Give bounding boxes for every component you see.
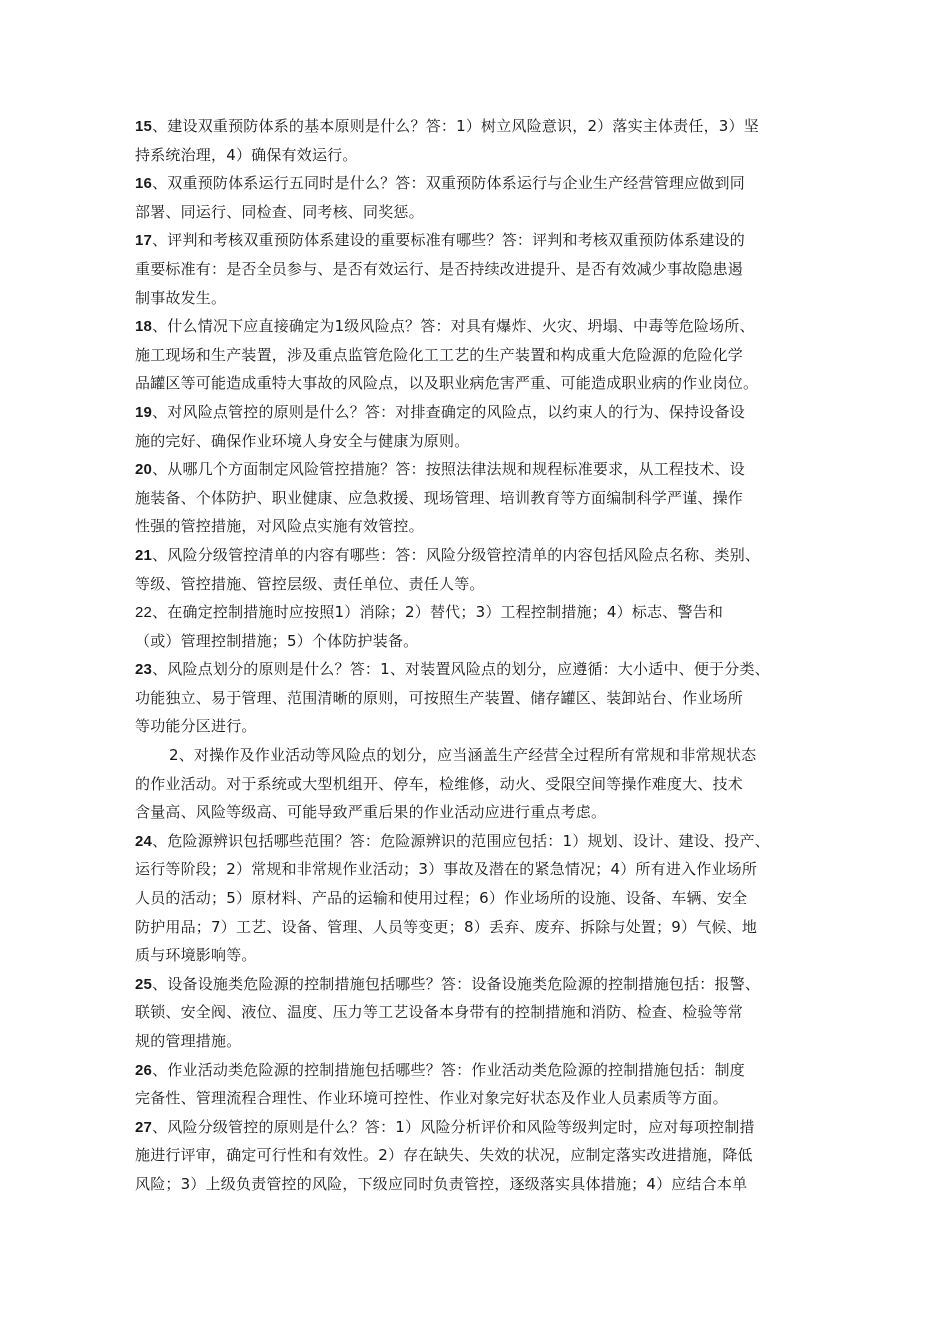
question-number: 17	[135, 232, 153, 250]
question-line	[135, 1027, 835, 1056]
question-line	[135, 684, 835, 713]
question-text: 的作业活动。对于系统或大型机组开、停车，检维修，动火、受限空间等操作难度大、技术	[135, 774, 744, 793]
question-text: 施工现场和生产装置，涉及重点监管危险化工工艺的生产装置和构成重大危险源的危险化学	[135, 345, 744, 364]
question-line	[135, 369, 835, 398]
question-line	[135, 1170, 835, 1199]
question-number: 27	[135, 1118, 153, 1136]
question-line	[135, 741, 835, 770]
question-text: 2、对操作及作业活动等风险点的划分，应当涵盖生产经营全过程所有常规和非常规状态	[169, 746, 757, 765]
question-text: 防护用品；7）工艺、设备、管理、人员等变更；8）丢弃、废弃、拆除与处置；9）气候、地	[135, 917, 758, 936]
question-line	[135, 284, 835, 313]
question-text: 、风险分级管控清单的内容有哪些：答：风险分级管控清单的内容包括风险点名称、类别、	[152, 545, 761, 564]
question-text: 、从哪几个方面制定风险管控措施？答：按照法律法规和规程标准要求，从工程技术、设	[152, 460, 745, 479]
question-line	[135, 169, 835, 198]
question-line	[135, 226, 835, 255]
question-text: 完备性、管理流程合理性、作业环境可控性、作业对象完好状态及作业人员素质等方面。	[135, 1089, 728, 1108]
question-text: 质与环境影响等。	[135, 946, 257, 965]
question-text: 联锁、安全阀、液位、温度、压力等工艺设备本身带有的控制措施和消防、检查、检验等常	[135, 1003, 744, 1022]
question-text: 性强的管控措施，对风险点实施有效管控。	[135, 517, 424, 536]
question-text: 功能独立、易于管理、范围清晰的原则，可按照生产装置、储存罐区、装卸站台、作业场所	[135, 688, 744, 707]
question-text: 、危险源辨识包括哪些范围？答：危险源辨识的范围应包括：1）规划、设计、建设、投产、	[152, 831, 770, 850]
question-text: （或）管理控制措施；5）个体防护装备。	[135, 631, 419, 650]
question-number: 20	[135, 461, 153, 479]
question-text: 规的管理措施。	[135, 1032, 242, 1050]
question-number: 25	[135, 975, 153, 993]
question-line	[135, 1084, 835, 1113]
question-text: 、作业活动类危险源的控制措施包括哪些？答：作业活动类危险源的控制措施包括：制度	[152, 1060, 745, 1079]
question-number: 26	[135, 1061, 153, 1079]
question-line	[135, 941, 835, 970]
question-line	[135, 341, 835, 370]
question-line	[135, 312, 835, 341]
document-body	[135, 112, 835, 1199]
question-text: 等级、管控措施、管控层级、责任单位、责任人等。	[135, 574, 485, 593]
question-text: 、对风险点管控的原则是什么？答：对排查确定的风险点，以约束人的行为、保持设备设	[152, 402, 745, 421]
question-text: 部署、同运行、同检查、同考核、同奖惩。	[135, 202, 424, 221]
question-line	[135, 627, 835, 656]
question-text: 施进行评审，确定可行性和有效性。2）存在缺失、失效的状况，应制定落实改进措施，降低	[135, 1146, 753, 1165]
question-line	[135, 970, 835, 999]
question-line	[135, 455, 835, 484]
question-text: 等功能分区进行。	[135, 717, 257, 736]
question-text: 施装备、个体防护、职业健康、应急救援、现场管理、培训教育等方面编制科学严谨、操作	[135, 488, 744, 507]
question-text: 、建设双重预防体系的基本原则是什么？答：1）树立风险意识，2）落实主体责任，3）坚	[152, 117, 759, 135]
question-text: 、双重预防体系运行五同时是什么？答：双重预防体系运行与企业生产经营管理应做到同	[152, 174, 745, 193]
question-line	[135, 484, 835, 513]
question-line	[135, 998, 835, 1027]
question-line	[135, 255, 835, 284]
question-line	[135, 827, 835, 856]
question-line	[135, 598, 835, 627]
question-text: 品罐区等可能造成重特大事故的风险点，以及职业病危害严重、可能造成职业病的作业岗位。	[135, 374, 759, 393]
question-line	[135, 712, 835, 741]
question-line	[135, 570, 835, 599]
question-text: 、在确定控制措施时应按照1）消除；2）替代；3）工程控制措施；4）标志、警告和	[152, 603, 724, 622]
question-line	[135, 770, 835, 799]
question-line	[135, 913, 835, 942]
question-text: 制事故发生。	[135, 288, 227, 307]
question-line	[135, 112, 835, 141]
question-text: 施的完好、确保作业环境人身安全与健康为原则。	[135, 431, 470, 450]
question-number: 24	[135, 832, 153, 850]
question-line	[135, 798, 835, 827]
question-line	[135, 855, 835, 884]
question-line	[135, 398, 835, 427]
question-line	[135, 512, 835, 541]
question-number: 19	[135, 403, 153, 421]
question-text: 、什么情况下应直接确定为1级风险点？答：对具有爆炸、火灾、坍塌、中毒等危险场所、	[152, 317, 755, 336]
question-text: 人员的活动；5）原材料、产品的运输和使用过程；6）作业场所的设施、设备、车辆、安全	[135, 889, 748, 908]
question-text: 重要标准有：是否全员参与、是否有效运行、是否持续改进提升、是否有效减少事故隐患遏	[135, 259, 744, 278]
question-text: 、风险点划分的原则是什么？答：1、对装置风险点的划分，应遵循：大小适中、便于分类、	[152, 660, 770, 679]
question-number: 23	[135, 661, 153, 679]
question-line	[135, 427, 835, 456]
question-line	[135, 1141, 835, 1170]
question-text: 含量高、风险等级高、可能导致严重后果的作业活动应进行重点考虑。	[135, 803, 607, 822]
question-text: 持系统治理，4）确保有效运行。	[135, 145, 358, 164]
question-number: 16	[135, 175, 153, 193]
question-text: 运行等阶段；2）常规和非常规作业活动；3）事故及潜在的紧急情况；4）所有进入作业场所	[135, 860, 758, 879]
question-number: 21	[135, 546, 153, 564]
question-line	[135, 1113, 835, 1142]
question-text: 风险；3）上级负责管控的风险，下级应同时负责管控，逐级落实具体措施；4）应结合本单	[135, 1174, 748, 1193]
question-number: 18	[135, 318, 153, 336]
question-line	[135, 198, 835, 227]
question-text: 、设备设施类危险源的控制措施包括哪些？答：设备设施类危险源的控制措施包括：报警、	[152, 974, 761, 993]
question-text: 、风险分级管控的原则是什么？答：1）风险分析评价和风险等级判定时，应对每项控制措	[152, 1117, 755, 1136]
question-line	[135, 884, 835, 913]
question-line	[135, 141, 835, 170]
question-line	[135, 541, 835, 570]
question-number: 15	[135, 118, 153, 135]
question-line	[135, 1056, 835, 1085]
question-line	[135, 655, 835, 684]
question-text: 、评判和考核双重预防体系建设的重要标准有哪些？答：评判和考核双重预防体系建设的	[152, 231, 745, 250]
question-number: 22	[135, 604, 153, 622]
